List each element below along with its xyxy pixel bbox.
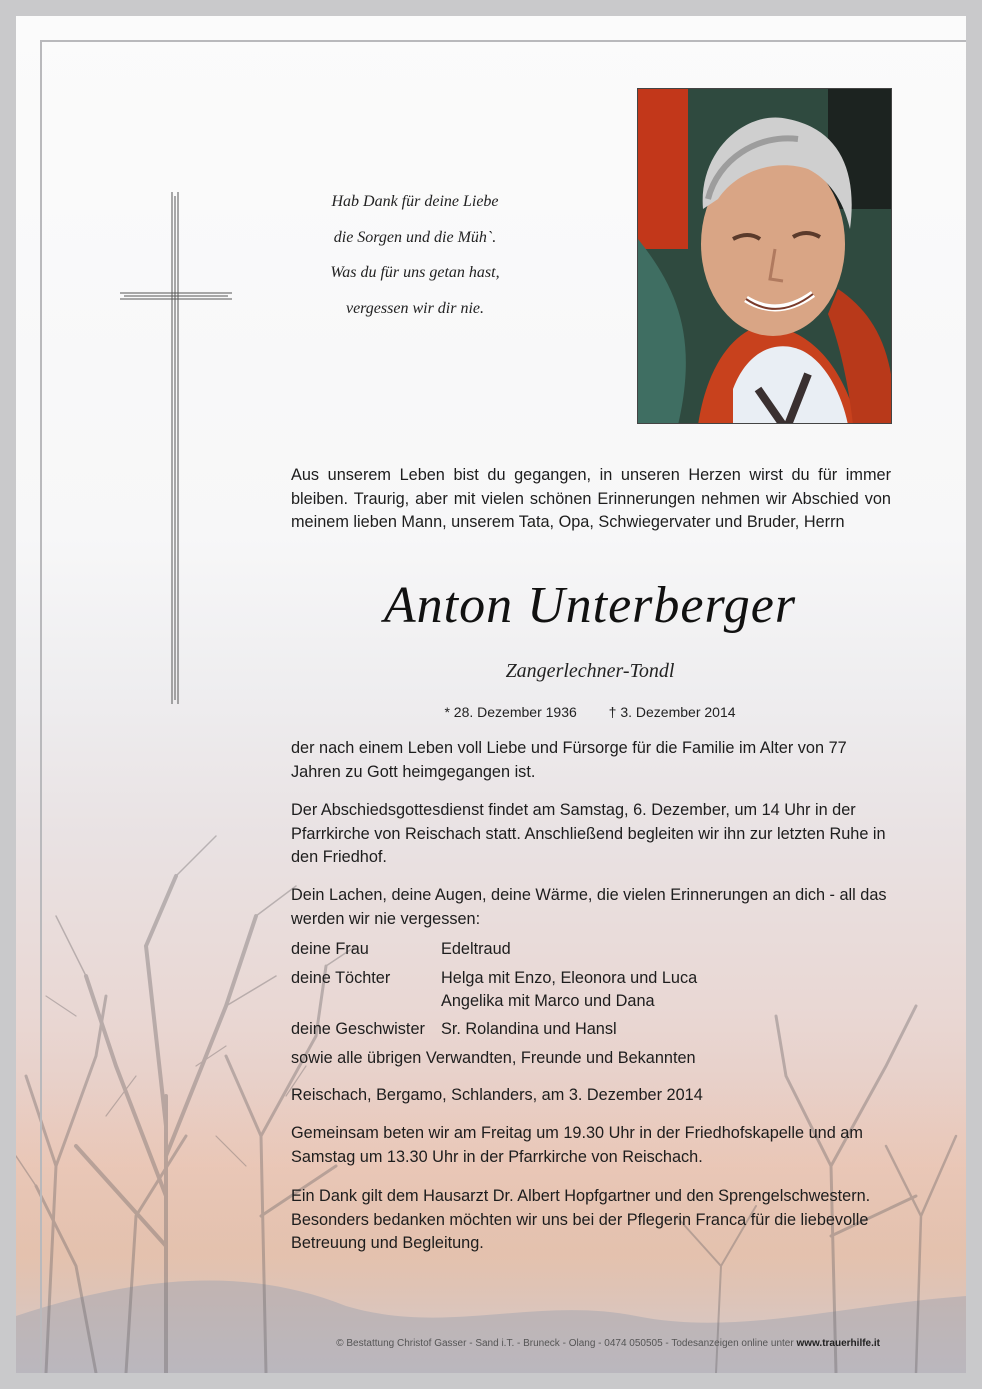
prayer-paragraph: [291, 1122, 891, 1169]
thanks-paragraph: [291, 1185, 891, 1256]
place-date-text: Reischach, Bergamo, Schlanders, am 3. Dezember 2014: [291, 1086, 703, 1104]
family-names: Sr. Rolandina und Hansl: [441, 1020, 617, 1038]
verse-line: vergessen wir dir nie.: [345, 299, 485, 317]
family-names: Helga mit Enzo, Eleonora und Luca: [441, 969, 698, 987]
family-row: [291, 990, 655, 1014]
relatives-text: sowie alle übrigen Verwandten, Freunde und Bekannten: [291, 1049, 696, 1067]
memories-paragraph: [291, 884, 891, 931]
footer-credit: [260, 1338, 880, 1349]
footer-text: © Bestattung Christof Gasser - Sand i.T. - Bruneck - Olang - 0474 050505 - Todesanzeigen online unter: [336, 1338, 794, 1349]
portrait-photo: [637, 88, 892, 424]
intro-paragraph: [291, 464, 891, 535]
prayer-text: Gemeinsam beten wir am Freitag um 19.30 Uhr in der Friedhofskapelle und am Samstag um 13.30 Uhr in der Pfarrkirche von Reischach.: [291, 1124, 863, 1166]
cross-icon: [120, 192, 232, 704]
passing-text: der nach einem Leben voll Liebe und Fürsorge für die Familie im Alter von 77 Jahren zu Gott heimgegangen ist.: [291, 739, 847, 781]
family-label: deine Frau: [291, 940, 369, 958]
family-row: [291, 967, 697, 991]
family-row: [291, 938, 511, 962]
service-paragraph: [291, 799, 891, 870]
family-names: Edeltraud: [441, 940, 511, 958]
deceased-nickname: Zangerlechner-Tondl: [505, 660, 675, 682]
life-dates: [290, 704, 890, 720]
family-row: [291, 1018, 617, 1042]
memorial-verse: [300, 184, 530, 326]
family-label: deine Töchter: [291, 969, 391, 987]
family-names: Angelika mit Marco und Dana: [441, 992, 655, 1010]
relatives-line: [291, 1047, 696, 1071]
portrait-image: [638, 89, 892, 424]
family-label: deine Geschwister: [291, 1020, 425, 1038]
footer-site-link[interactable]: www.trauerhilfe.it: [796, 1338, 880, 1349]
birth-date: * 28. Dezember 1936: [444, 704, 577, 720]
death-date: † 3. Dezember 2014: [608, 704, 736, 720]
place-date: [291, 1084, 891, 1108]
memories-text: Dein Lachen, deine Augen, deine Wärme, die vielen Erinnerungen an dich - all das werden wir nie vergessen:: [291, 886, 887, 928]
intro-text: Aus unserem Leben bist du gegangen, in unseren Herzen wirst du für immer bleiben. Traurig, aber mit vielen schönen Erinnerungen nehmen wir Abschied von meinem lieben Mann, unserem Tata, Opa, Schwiegervater und Bruder, Herrn: [291, 466, 891, 531]
verse-line: Was du für uns getan hast,: [330, 264, 500, 281]
service-text: Der Abschiedsgottesdienst findet am Samstag, 6. Dezember, um 14 Uhr in der Pfarrkirche von Reischach statt. Anschließend begleiten wir ihn zur letzten Ruhe in den Friedhof.: [291, 801, 886, 866]
thanks-text: Ein Dank gilt dem Hausarzt Dr. Albert Hopfgartner und den Sprengelschwestern. Besonders bedanken möchten wir uns bei der Pflegerin Franca für die liebevolle Betreuung und Begleitung.: [291, 1187, 871, 1252]
passing-paragraph: [291, 737, 891, 784]
verse-line: die Sorgen und die Müh`.: [333, 228, 497, 246]
obituary-page: [16, 16, 966, 1373]
deceased-name: Anton Unterberger: [383, 577, 797, 634]
verse-line: Hab Dank für deine Liebe: [331, 193, 499, 210]
